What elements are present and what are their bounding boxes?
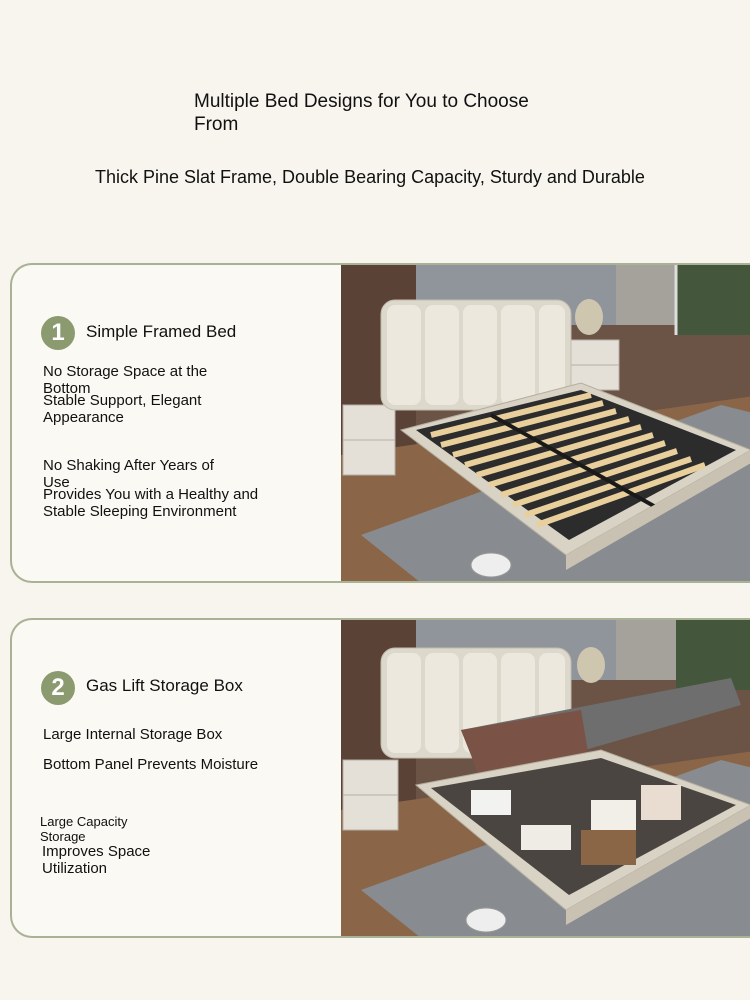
number-badge: 1 xyxy=(41,316,75,350)
framed-bed-photo xyxy=(341,265,750,583)
feature-text: Large Internal Storage Box xyxy=(43,726,223,743)
card-title: Simple Framed Bed xyxy=(86,322,237,341)
bed-design-card-gas-lift-storage xyxy=(10,618,750,938)
subheadline: Thick Pine Slat Frame, Double Bearing Capacity, Sturdy and Durable xyxy=(95,167,645,187)
feature-text: No Storage Space at the Bottom xyxy=(43,363,208,397)
card-title: Gas Lift Storage Box xyxy=(86,676,243,695)
number-badge: 2 xyxy=(41,671,75,705)
feature-text: No Shaking After Years of Use xyxy=(43,457,214,491)
headline: Multiple Bed Designs for You to Choose From xyxy=(194,91,529,135)
storage-bed-photo xyxy=(341,620,750,938)
feature-text: Stable Support, Elegant Appearance xyxy=(43,392,202,426)
feature-text: Improves Space Utilization xyxy=(42,843,151,877)
feature-text: Large Capacity Storage xyxy=(40,814,128,844)
bed-design-card-simple-framed xyxy=(10,263,750,583)
feature-text: Bottom Panel Prevents Moisture xyxy=(43,756,259,773)
feature-text: Provides You with a Healthy and Stable Sleeping Environment xyxy=(43,486,259,520)
